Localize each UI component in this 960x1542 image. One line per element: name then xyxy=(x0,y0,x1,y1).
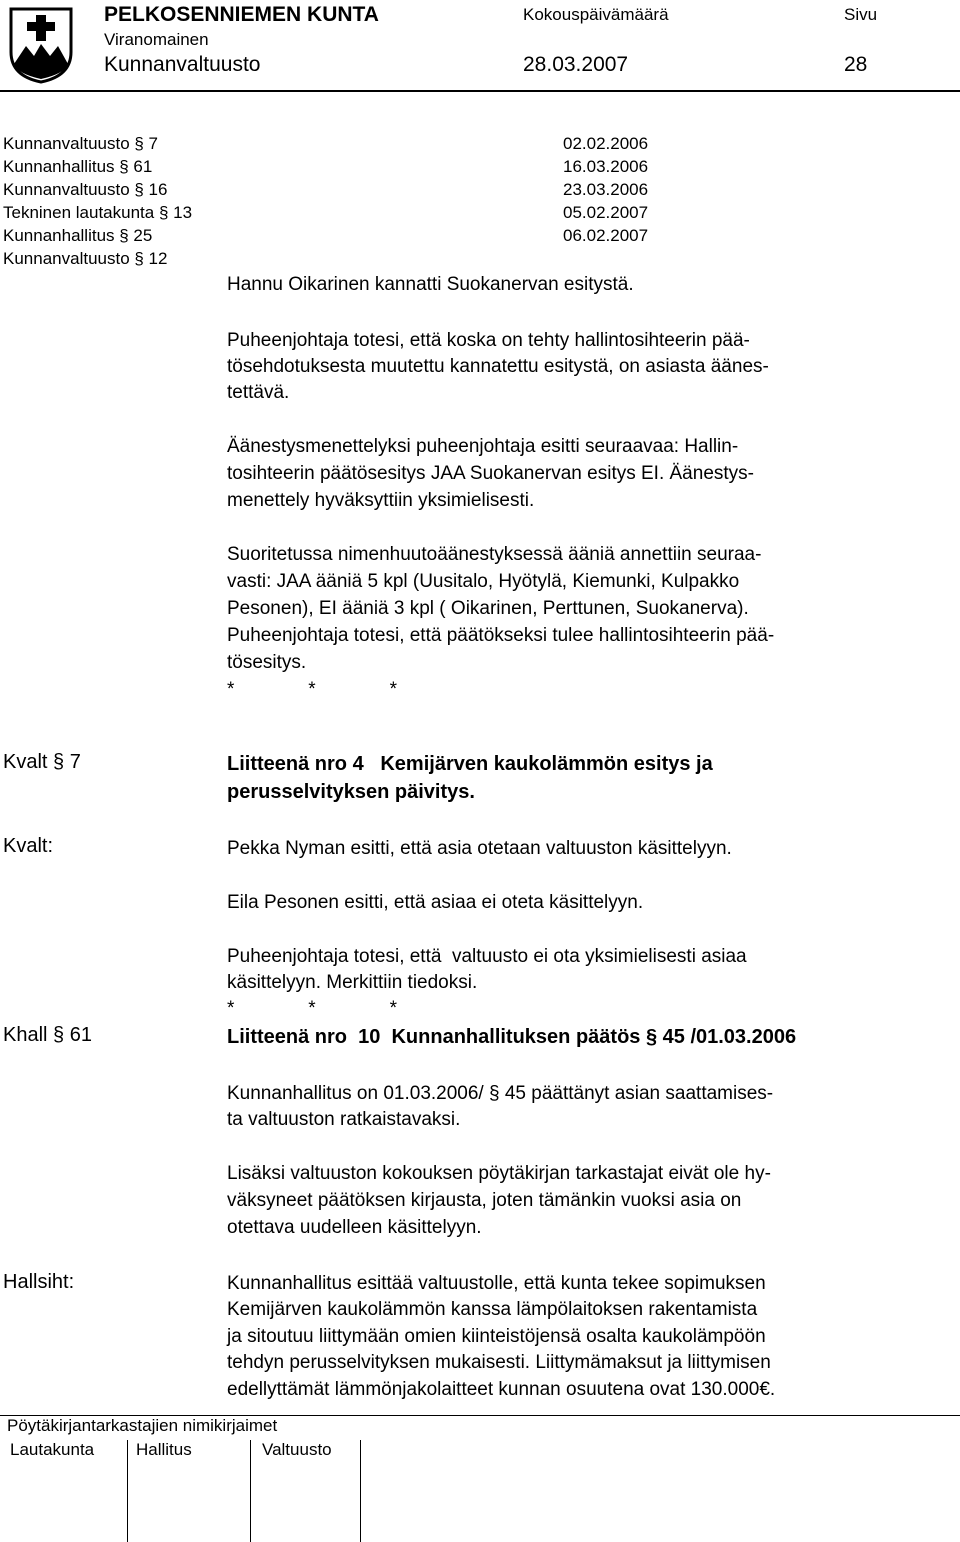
footer-divider xyxy=(250,1440,251,1542)
khall-title: Liitteenä nro 10 Kunnanhallituksen päätös § 45 /01.03.2006 xyxy=(227,1026,797,1048)
page-number: 28 xyxy=(844,53,868,76)
hallsiht-label: Hallsiht: xyxy=(3,1271,75,1293)
paragraph-result-line: Pesonen), EI ääniä 3 kpl ( Oikarinen, Perttunen, Suokanerva). xyxy=(227,598,749,619)
kvalt-label: Kvalt: xyxy=(3,835,54,857)
footer-divider xyxy=(127,1440,128,1542)
paragraph-result-line: Puheenjohtaja totesi, että päätökseksi tulee hallintosihteerin pää- xyxy=(227,625,775,646)
khall-paragraph-line: ta valtuuston ratkaistavaksi. xyxy=(227,1109,461,1130)
hallsiht-proposal-line: edellyttämät lämmönjakolaitteet kunnan osuutena ovat 130.000€. xyxy=(227,1379,776,1400)
ref-body: Kunnanhallitus § 61 xyxy=(3,157,153,176)
authority-label: Viranomainen xyxy=(104,30,209,49)
ref-body: Tekninen lautakunta § 13 xyxy=(3,203,193,222)
footer-title: Pöytäkirjantarkastajien nimikirjaimet xyxy=(7,1416,278,1435)
khall-paragraph-line: Kunnanhallitus on 01.03.2006/ § 45 päättänyt asian saattamises- xyxy=(227,1083,774,1104)
header-rule xyxy=(0,90,960,92)
paragraph-procedure-line: menettely hyväksyttiin yksimielisesti. xyxy=(227,490,535,511)
ref-body: Kunnanvaltuusto § 7 xyxy=(3,134,159,153)
kvalt-decision-line: käsittelyyn. Merkittiin tiedoksi. xyxy=(227,972,478,993)
hallsiht-proposal-line: Kunnanhallitus esittää valtuustolle, että kunta tekee sopimuksen xyxy=(227,1273,766,1294)
footer-column-valtuusto: Valtuusto xyxy=(262,1440,332,1459)
ref-body: Kunnanhallitus § 25 xyxy=(3,226,153,245)
paragraph-support: Hannu Oikarinen kannatti Suokanervan esitystä. xyxy=(227,274,634,295)
hallsiht-proposal-line: Kemijärven kaukolämmön kanssa lämpölaitoksen rakentamista xyxy=(227,1299,758,1320)
meeting-date-value: 28.03.2007 xyxy=(523,53,629,76)
paragraph-vote-line: tösehdotuksesta muutettu kannatettu esitystä, on asiasta äänes- xyxy=(227,356,769,377)
paragraph-result-line: vasti: JAA ääniä 5 kpl (Uusitalo, Hyötylä, Kiemunki, Kulpakko xyxy=(227,571,740,592)
section-divider-stars: * * * xyxy=(227,998,397,1019)
khall-paragraph-line: väksyneet päätöksen kirjausta, joten tämänkin vuoksi asia on xyxy=(227,1190,742,1211)
footer-column-lautakunta: Lautakunta xyxy=(10,1440,95,1459)
hallsiht-proposal-line: ja sitoutuu liittymään omien kiinteistöjensä osalta kaukolämpöön xyxy=(227,1326,766,1347)
kvalt-proposal-nyman: Pekka Nyman esitti, että asia otetaan valtuuston käsittelyyn. xyxy=(227,838,732,859)
ref-date: 02.02.2006 xyxy=(563,134,649,153)
meeting-date-label: Kokouspäivämäärä xyxy=(523,5,669,24)
kvalt-proposal-pesonen: Eila Pesonen esitti, että asiaa ei oteta käsittelyyn. xyxy=(227,892,644,913)
municipality-crest-icon xyxy=(8,6,74,84)
ref-date: 05.02.2007 xyxy=(563,203,649,222)
paragraph-procedure-line: tosihteerin päätösesitys JAA Suokanervan esitys EI. Äänestys- xyxy=(227,463,754,484)
page-label: Sivu xyxy=(844,5,878,24)
paragraph-result-line: Suoritetussa nimenhuutoäänestyksessä ääniä annettiin seuraa- xyxy=(227,544,762,565)
kvalt-reference: Kvalt § 7 xyxy=(3,751,81,773)
kvalt-title-cont: perusselvityksen päivitys. xyxy=(227,781,475,803)
footer-divider xyxy=(360,1440,361,1542)
hallsiht-proposal-line: tehdyn perusselvityksen mukaisesti. Liittymämaksut ja liittymisen xyxy=(227,1352,771,1373)
section-divider-stars: * * * xyxy=(227,679,397,700)
paragraph-vote-line: Puheenjohtaja totesi, että koska on tehty hallintosihteerin pää- xyxy=(227,330,750,351)
kvalt-title: Liitteenä nro 4 Kemijärven kaukolämmön esitys ja xyxy=(227,753,713,775)
signature-footer xyxy=(0,1415,960,1542)
organization-name: PELKOSENNIEMEN KUNTA xyxy=(104,3,379,26)
ref-body: Kunnanvaltuusto § 16 xyxy=(3,180,168,199)
ref-date: 06.02.2007 xyxy=(563,226,649,245)
khall-reference: Khall § 61 xyxy=(3,1024,92,1046)
footer-column-hallitus: Hallitus xyxy=(136,1440,192,1459)
ref-date: 16.03.2006 xyxy=(563,157,649,176)
paragraph-vote-line: tettävä. xyxy=(227,382,290,403)
kvalt-decision-line: Puheenjohtaja totesi, että valtuusto ei ota yksimielisesti asiaa xyxy=(227,946,747,967)
ref-date: 23.03.2006 xyxy=(563,180,649,199)
ref-body: Kunnanvaltuusto § 12 xyxy=(3,249,168,268)
khall-paragraph-line: otettava uudelleen käsittelyyn. xyxy=(227,1217,482,1238)
khall-paragraph-line: Lisäksi valtuuston kokouksen pöytäkirjan tarkastajat eivät ole hy- xyxy=(227,1163,771,1184)
paragraph-result-line: tösesitys. xyxy=(227,652,307,673)
paragraph-procedure-line: Äänestysmenettelyksi puheenjohtaja esitti seuraavaa: Hallin- xyxy=(227,436,739,457)
authority-value: Kunnanvaltuusto xyxy=(104,53,261,76)
